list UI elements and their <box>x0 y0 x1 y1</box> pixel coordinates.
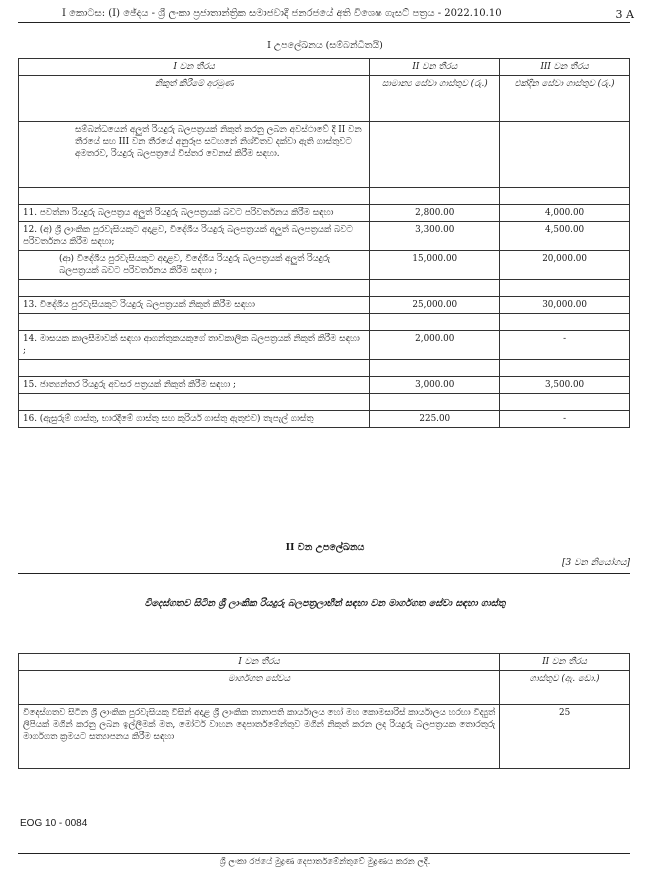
schedule2-subheader-row <box>19 671 630 705</box>
col2-header: II වන තීරය <box>370 59 500 76</box>
schedule2-heading: II වන උපලේඛනය <box>285 542 365 553</box>
online-service-fee: 25 <box>500 705 630 769</box>
section-rule <box>18 573 630 574</box>
row-normal-fee: 25,000.00 <box>370 297 500 314</box>
table-row <box>19 331 630 360</box>
row-oneday-fee: 4,000.00 <box>500 205 630 222</box>
table-row <box>19 411 630 428</box>
schedule2-header-row <box>19 654 630 671</box>
row-item: 15. ජාත්‍යන්තර රියදුරු අවසර පත්‍රයක් නිකුත් කිරීම සඳහා ; <box>19 377 370 394</box>
schedule1-header-row <box>19 59 630 76</box>
header-rule <box>18 22 630 23</box>
col2-subheader: ගාස්තුව (ඇ. ඩො.) <box>500 671 630 705</box>
gazette-title: I කොටස: (I) ඡේදය - ශ්‍රී ලංකා ප්‍රජාතාන්ත්‍රික සමාජවාදී ජනරජයේ අති විශෙෂ ගැසට් පත්‍රය - 2022.10.10 <box>62 8 502 19</box>
col3-header: III වන තීරය <box>500 59 630 76</box>
table-row <box>19 377 630 394</box>
intro-text: සම්බන්ධයෙන් අලුත් රියදුරු බලපත්‍රයක් නිකුත් කරනු ලබන අවස්ථාවේ දී II වන තීරයේ සහ III වන තීරයේ අනුරූප සටහනේ නිශ්චිතව දක්වා ඇති ගාස්තුවට අමතරව, රියදුරු බලපත්‍රයේ විස්තර වෙනස් කිරීම සඳහා. <box>19 122 370 188</box>
row-normal-fee: 2,800.00 <box>370 205 500 222</box>
table-row <box>19 251 630 280</box>
row-item: 14. මාසයක කාලසීමාවක් සඳහා ආගන්තුකයකුගේ තාවකාලික බලපත්‍රයක් නිකුත් කිරීම සඳහා ; <box>19 331 370 360</box>
col1-subheader: මාර්ගගත සේවය <box>19 671 500 705</box>
col1-header: I වන තීරය <box>19 654 500 671</box>
row-oneday-fee: - <box>500 331 630 360</box>
row-item: 16. (ඇසුරුම් ගාස්තු, භාරදීමේ ගාස්තු සහ කුරියර් ගාස්තු ඇතුළුව) තැපැල් ගාස්තු <box>19 411 370 428</box>
online-service-description: විදෙස්ගතව සිටින ශ්‍රී ලාංකික පුරවැසියකු විසින් අදාළ ශ්‍රී ලාංකික තානාපති කාර්යාලය හෝ මහ කොමසාරිස් කාර්යාලය හරහා විද්‍යුත් ලිපියක් මගින් කරනු ලබන ඉල්ලීමක් මත, මෝටර් වාහන දෙපාර්තමේන්තුව මගින් නිකුත් කරන ලද රියදුරු බලපත්‍රයක තොරතුරු මාර්ගගත ක්‍රමයට සත්‍යාපනය කිරීම සඳහා <box>19 705 500 769</box>
row-normal-fee: 3,300.00 <box>370 222 500 251</box>
printer-note: ශ්‍රී ලංකා රජයේ මුද්‍රණ දෙපාර්තමේන්තුවේ මුද්‍රණය කරන ලදී. <box>219 857 431 867</box>
schedule2-subtitle: විදෙස්ගතව සිටින ශ්‍රී ලාංකික රියදුරු බලපත්‍රලාභීන් සඳහා වන මාර්ගගත සේවා සඳහා ගාස්තු <box>144 598 506 609</box>
col3-subheader: එක්දින සේවා ගාස්තුව (රු.) <box>500 76 630 122</box>
intro-row <box>19 122 630 188</box>
row-normal-fee: 2,000.00 <box>370 331 500 360</box>
table-row <box>19 705 630 769</box>
row-item: 11. පවත්නා රියදුරු බලපත්‍රය අලුත් රියදුරු බලපත්‍රයක් බවට පරිවර්තනය කිරීම සඳහා <box>19 205 370 222</box>
row-normal-fee: 3,000.00 <box>370 377 500 394</box>
row-normal-fee: 225.00 <box>370 411 500 428</box>
table-row <box>19 222 630 251</box>
col2-header: II වන තීරය <box>500 654 630 671</box>
schedule1-table <box>18 58 630 428</box>
page-number: 3 A <box>615 8 634 21</box>
row-item: 13. විදේශීය පුරවැසියකුට රියදුරු බලපත්‍රයක් නිකුත් කිරීම සඳහා <box>19 297 370 314</box>
schedule2-table <box>18 653 630 769</box>
col1-header: I වන තීරය <box>19 59 370 76</box>
row-oneday-fee: - <box>500 411 630 428</box>
table-row <box>19 205 630 222</box>
row-oneday-fee: 4,500.00 <box>500 222 630 251</box>
col2-subheader: සාමාන්‍ය සේවා ගාස්තුව (රු.) <box>370 76 500 122</box>
row-item: 12. (අ) ශ්‍රී ලාංකික පුරවැසියකුට අදාළව, විදේශීය රියදුරු බලපත්‍රයක් අලුත් බලපත්‍රයක් බවට පරිවර්තනය කිරීම සඳහා; <box>19 222 370 251</box>
row-oneday-fee: 30,000.00 <box>500 297 630 314</box>
document-code: EOG 10 - 0084 <box>20 818 88 829</box>
row-normal-fee: 15,000.00 <box>370 251 500 280</box>
col1-subheader: නිකුත් කිරීමේ අරමුණ <box>19 76 370 122</box>
regulation-reference: [3 වන නියෝගය] <box>561 558 630 568</box>
schedule1-heading: I උපලේඛනය (සම්බන්ධිතයි) <box>267 40 383 51</box>
table-row <box>19 297 630 314</box>
row-item: (ආ) විදේශීය පුරවැසියකුට අදාළව, විදේශීය රියදුරු බලපත්‍රයක් අලුත් රියදුරු බලපත්‍රයක් බවට පරිවර්තනය කිරීම සඳහා ; <box>19 251 370 280</box>
footer-rule <box>18 853 630 854</box>
schedule1-subheader-row <box>19 76 630 122</box>
row-oneday-fee: 3,500.00 <box>500 377 630 394</box>
row-oneday-fee: 20,000.00 <box>500 251 630 280</box>
